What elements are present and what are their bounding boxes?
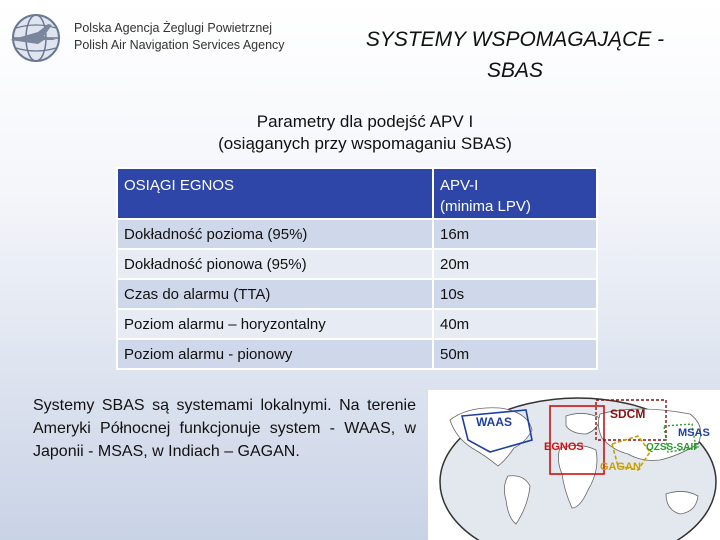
map-label-egnos: EGNOS (544, 441, 584, 453)
table-cell-value: 10s (433, 279, 597, 309)
organization-name-pl: Polska Agencja Żeglugi Powietrznej (74, 21, 273, 35)
table-header-value-line-1: APV-I (440, 177, 479, 194)
slide-subtitle-line-1: Parametry dla podejść APV I (256, 112, 474, 131)
table-cell-parameter: Czas do alarmu (TTA) (117, 279, 433, 309)
map-label-gagan: GAGAN (600, 461, 641, 473)
table-row (117, 309, 597, 339)
slide-title (330, 24, 700, 86)
table-cell-value: 20m (433, 249, 597, 279)
map-label-msas: MSAS (678, 427, 710, 439)
parameters-table (116, 167, 598, 370)
table-cell-parameter: Dokładność pionowa (95%) (117, 249, 433, 279)
slide-title-line-2: SBAS (486, 59, 544, 82)
map-label-waas: WAAS (476, 415, 512, 429)
organization-name (74, 20, 285, 54)
map-label-qzss: QZSS-SAIF (646, 442, 700, 453)
table-row (117, 219, 597, 249)
map-label-sdcm: SDCM (610, 407, 646, 421)
slide-title-line-1: SYSTEMY WSPOMAGAJĄCE - (365, 28, 665, 51)
table-header-row (117, 168, 597, 219)
table-header-value (433, 168, 597, 219)
table-cell-value: 50m (433, 339, 597, 369)
pansa-logo (8, 10, 64, 66)
table-header-value-line-2: (minima LPV) (440, 198, 531, 215)
slide-subtitle (130, 111, 600, 155)
table-row (117, 249, 597, 279)
table-cell-value: 16m (433, 219, 597, 249)
table-header-parameter: OSIĄGI EGNOS (117, 168, 433, 219)
slide-subtitle-line-2: (osiąganych przy wspomaganiu SBAS) (218, 134, 512, 153)
sbas-coverage-map (428, 390, 720, 540)
sbas-description: Systemy SBAS są systemami lokalnymi. Na terenie Ameryki Północnej funkcjonuje system - WAAS, w Japonii - MSAS, w Indiach – GAGAN. (33, 397, 416, 460)
table-cell-parameter: Dokładność pozioma (95%) (117, 219, 433, 249)
table-row (117, 279, 597, 309)
organization-name-en: Polish Air Navigation Services Agency (74, 38, 285, 52)
table-cell-parameter: Poziom alarmu – horyzontalny (117, 309, 433, 339)
table-cell-value: 40m (433, 309, 597, 339)
table-row (117, 339, 597, 369)
table-cell-parameter: Poziom alarmu - pionowy (117, 339, 433, 369)
